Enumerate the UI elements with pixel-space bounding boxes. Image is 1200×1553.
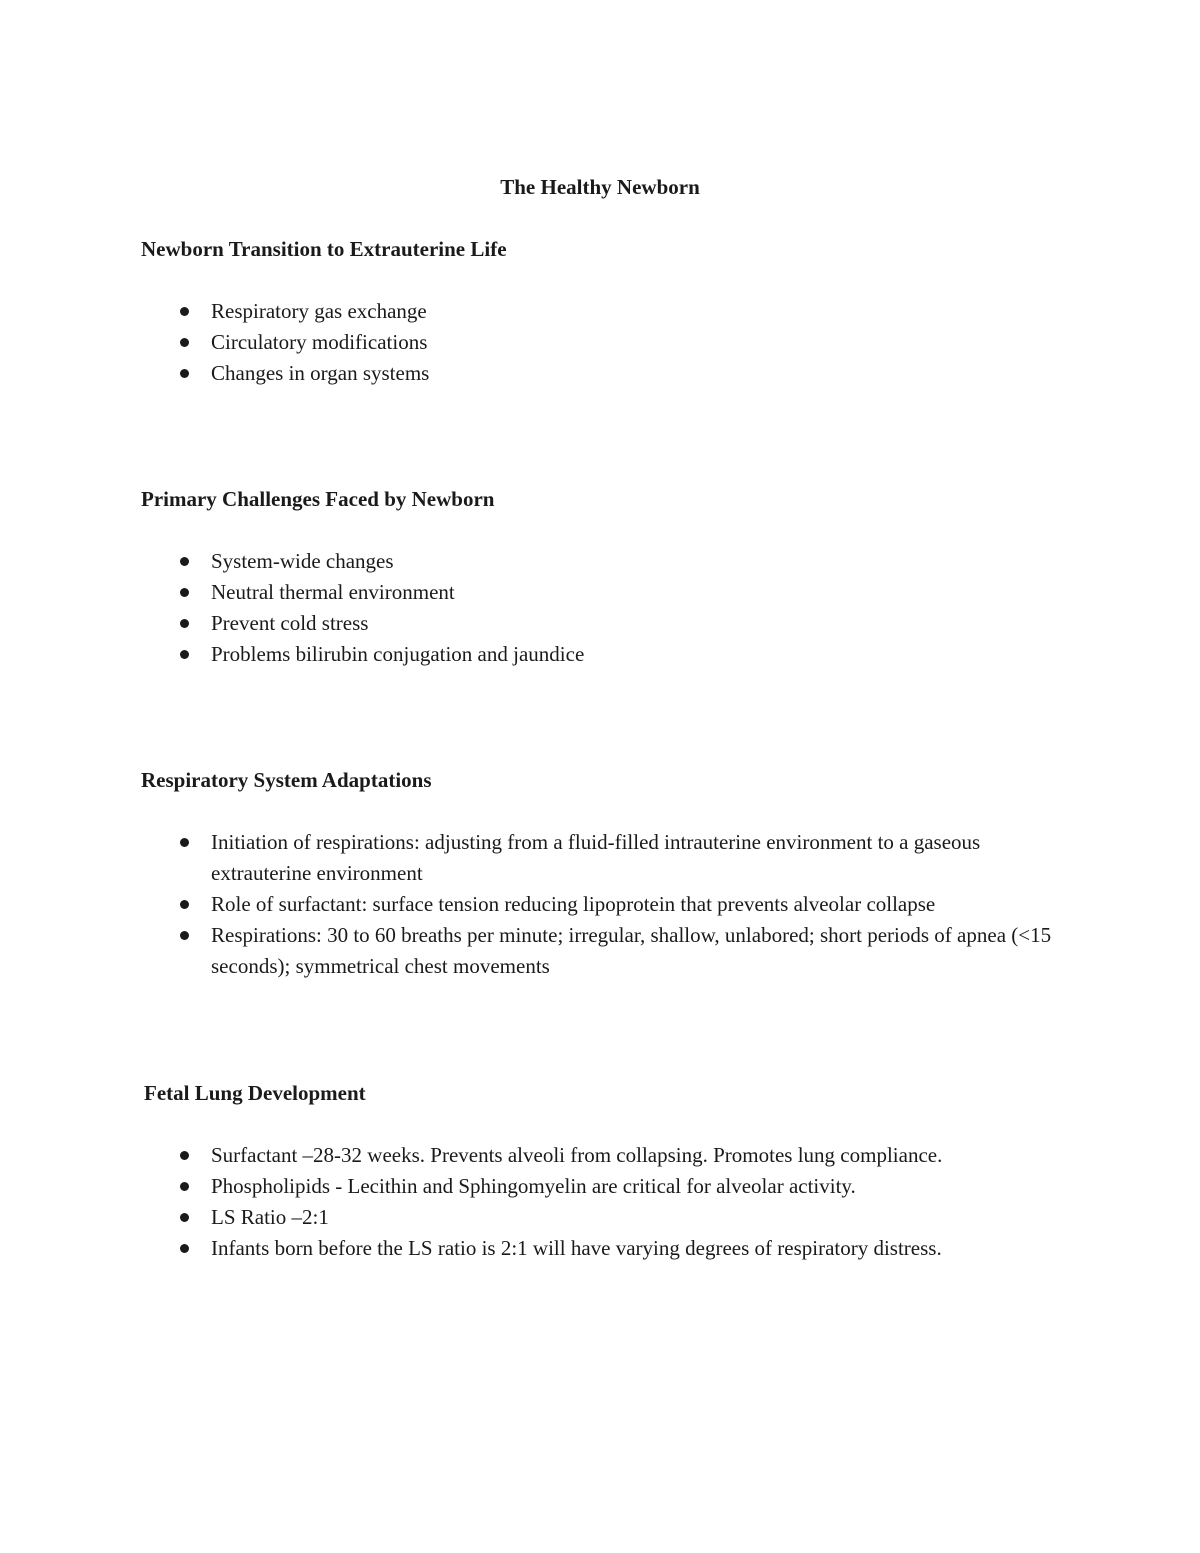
bullet-icon — [180, 307, 189, 316]
bullet-list — [141, 1140, 1064, 1264]
section-heading: Newborn Transition to Extrauterine Life — [141, 237, 507, 261]
list-item — [141, 546, 1061, 577]
bullet-icon — [180, 588, 189, 597]
bullet-list — [141, 827, 1061, 982]
list-item-text: Circulatory modifications — [211, 330, 428, 354]
bullet-icon — [180, 838, 189, 847]
section-heading: Primary Challenges Faced by Newborn — [141, 487, 495, 511]
bullet-icon — [180, 1213, 189, 1222]
bullet-icon — [180, 1151, 189, 1160]
list-item-text: System-wide changes — [211, 549, 394, 573]
list-item-text: Initiation of respirations: adjusting from a fluid-filled intrauterine environment to a gaseous extrauterine environment — [211, 830, 981, 885]
section-newborn-transition — [141, 234, 1061, 389]
list-item-text: Surfactant –28-32 weeks. Prevents alveoli from collapsing. Promotes lung compliance. — [211, 1143, 943, 1167]
list-item-text: Infants born before the LS ratio is 2:1 will have varying degrees of respiratory distress. — [211, 1236, 942, 1260]
list-item — [141, 577, 1061, 608]
list-item — [141, 1202, 1064, 1233]
bullet-list — [141, 546, 1061, 670]
list-item — [141, 296, 1061, 327]
list-item-text: Phospholipids - Lecithin and Sphingomyelin are critical for alveolar activity. — [211, 1174, 856, 1198]
list-item — [141, 1171, 1064, 1202]
section-heading: Respiratory System Adaptations — [141, 768, 432, 792]
list-item — [141, 1233, 1064, 1264]
list-item-text: Changes in organ systems — [211, 361, 430, 385]
bullet-icon — [180, 900, 189, 909]
list-item-text: Problems bilirubin conjugation and jaundice — [211, 642, 585, 666]
bullet-icon — [180, 1182, 189, 1191]
list-item-text: Role of surfactant: surface tension reducing lipoprotein that prevents alveolar collapse — [211, 892, 936, 916]
list-item-text: Prevent cold stress — [211, 611, 369, 635]
list-item — [141, 1140, 1064, 1171]
list-item-text: Respiratory gas exchange — [211, 299, 427, 323]
list-item — [141, 827, 1061, 889]
list-item — [141, 889, 1061, 920]
list-item — [141, 327, 1061, 358]
bullet-icon — [180, 931, 189, 940]
bullet-icon — [180, 338, 189, 347]
list-item — [141, 608, 1061, 639]
list-item-text: Neutral thermal environment — [211, 580, 455, 604]
bullet-icon — [180, 557, 189, 566]
section-fetal-lung-development — [144, 1078, 1064, 1264]
document-title: The Healthy Newborn — [500, 175, 700, 199]
bullet-icon — [180, 650, 189, 659]
bullet-icon — [180, 369, 189, 378]
list-item — [141, 358, 1061, 389]
list-item — [141, 639, 1061, 670]
section-primary-challenges — [141, 484, 1061, 670]
bullet-list — [141, 296, 1061, 389]
section-heading: Fetal Lung Development — [144, 1081, 366, 1105]
list-item-text: Respirations: 30 to 60 breaths per minute; irregular, shallow, unlabored; short periods of apnea (<15 seconds); symmetrical chest movements — [211, 923, 1052, 978]
list-item-text: LS Ratio –2:1 — [211, 1205, 329, 1229]
bullet-icon — [180, 619, 189, 628]
bullet-icon — [180, 1244, 189, 1253]
list-item — [141, 920, 1061, 982]
section-respiratory-adaptations — [141, 765, 1061, 982]
